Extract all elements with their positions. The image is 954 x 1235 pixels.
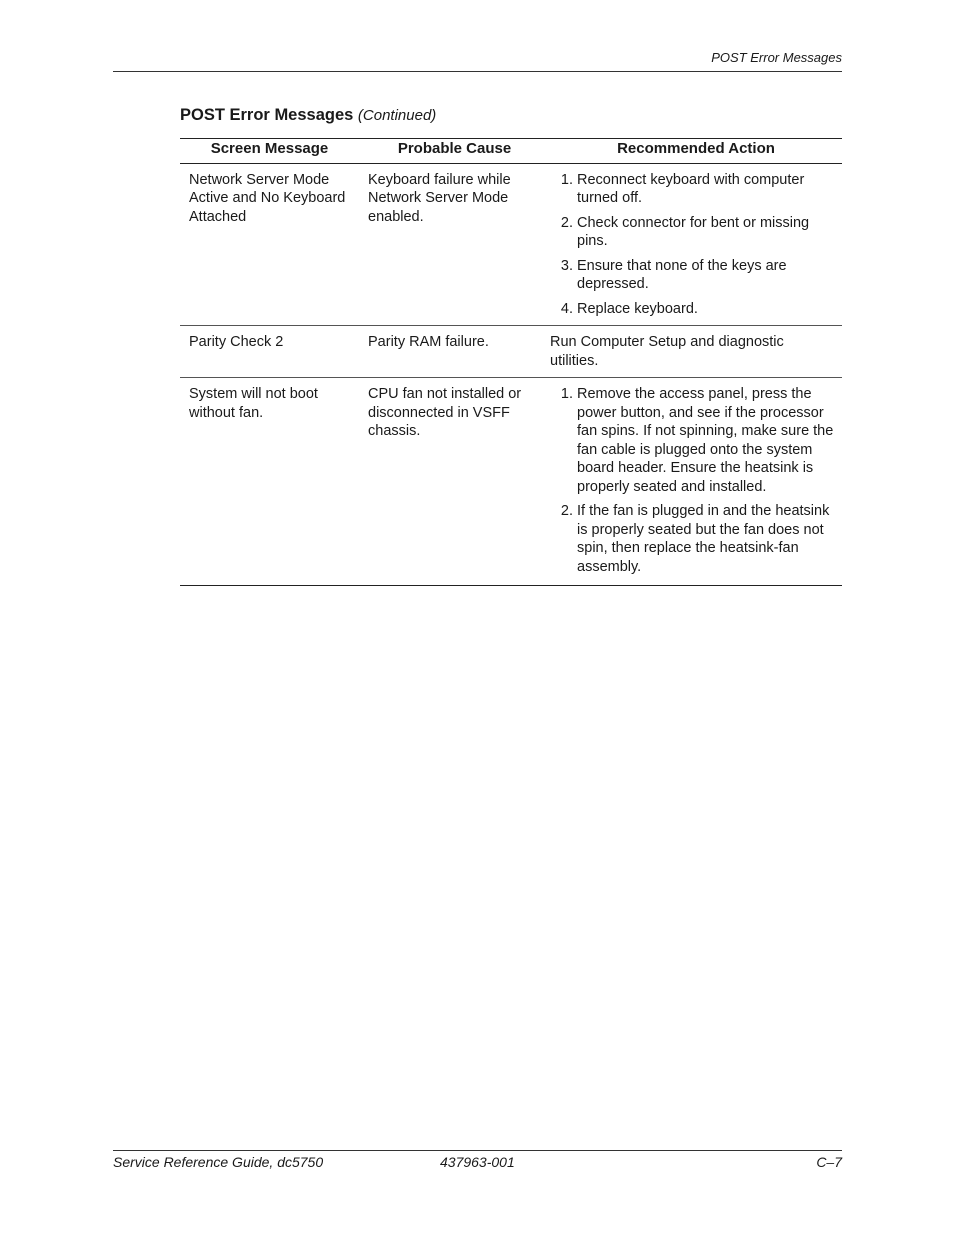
action-steps <box>550 385 834 576</box>
action-step: 1. Remove the access panel, press the power button, and see if the processor fan spins. If not spinning, make sure the fan cable is plugged onto the system board header. Ensure the heatsink is properly seated and installed. <box>577 385 834 496</box>
table-row <box>180 378 842 586</box>
table-title-main: POST Error Messages <box>180 106 354 124</box>
action-step: 2. If the fan is plugged in and the heatsink is properly seated but the fan does not spin, then replace the heatsink-fan assembly. <box>577 502 834 576</box>
footer-rule <box>113 1150 842 1151</box>
footer-guide-title: Service Reference Guide, dc5750 <box>113 1154 324 1170</box>
table-header-row <box>180 139 842 164</box>
action-step: 3. Ensure that none of the keys are depressed. <box>577 257 834 294</box>
action-steps <box>550 171 834 319</box>
probable-cause-cell: CPU fan not installed or disconnected in VSFF chassis. <box>359 378 550 586</box>
screen-message-cell: Parity Check 2 <box>180 326 359 378</box>
recommended-action-cell: Run Computer Setup and diagnostic utilities. <box>550 326 842 378</box>
post-error-table <box>180 138 842 586</box>
probable-cause-cell: Parity RAM failure. <box>359 326 550 378</box>
action-step: 2. Check connector for bent or missing pins. <box>577 214 834 251</box>
column-header-probable-cause: Probable Cause <box>359 139 550 164</box>
table-title <box>180 106 436 125</box>
header-rule <box>113 71 842 72</box>
column-header-screen-message: Screen Message <box>180 139 359 164</box>
table-title-continued: (Continued) <box>357 107 437 124</box>
footer-part-number: 437963-001 <box>440 1154 515 1170</box>
table-row <box>180 326 842 378</box>
recommended-action-cell <box>550 163 842 326</box>
screen-message-cell: Network Server Mode Active and No Keyboard Attached <box>180 163 359 326</box>
footer-page-number: C–7 <box>816 1154 842 1170</box>
action-step: 1. Reconnect keyboard with computer turned off. <box>577 171 834 208</box>
column-header-recommended-action: Recommended Action <box>550 139 842 164</box>
probable-cause-cell: Keyboard failure while Network Server Mode enabled. <box>359 163 550 326</box>
table-row <box>180 163 842 326</box>
running-header: POST Error Messages <box>711 50 842 65</box>
screen-message-cell: System will not boot without fan. <box>180 378 359 586</box>
recommended-action-cell <box>550 378 842 586</box>
action-step: 4. Replace keyboard. <box>577 300 834 319</box>
